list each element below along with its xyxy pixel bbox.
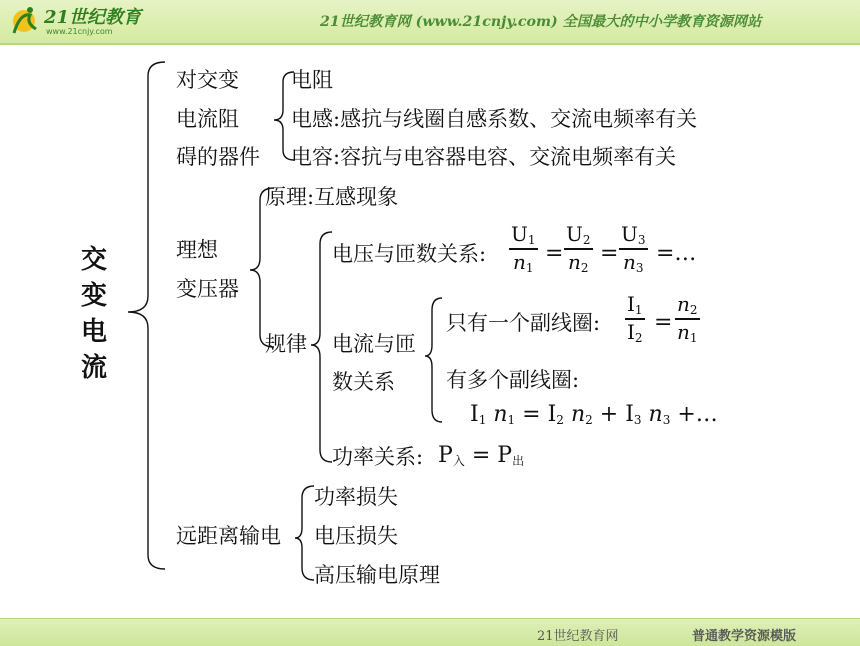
root-char: 流 bbox=[80, 353, 107, 383]
transmission-brace bbox=[295, 486, 314, 580]
equation-ellipsis: =… bbox=[656, 241, 697, 266]
equals-sign: = bbox=[600, 241, 619, 266]
single-secondary-text: 只有一个副线圈: bbox=[446, 311, 601, 335]
fraction-u2-n2: $U_2$ $n_2$ bbox=[566, 222, 591, 275]
current-label: 电流与匝 bbox=[332, 332, 416, 356]
fraction-u3-n3: $U_3$ $n_3$ bbox=[621, 222, 646, 275]
power-equation: $P_入 = P_出$ bbox=[438, 443, 525, 468]
obstruction-item: 电阻 bbox=[291, 68, 333, 92]
transmission-item: 电压损失 bbox=[314, 524, 398, 548]
fraction-n2-n1: $n_2$ $n_1$ bbox=[677, 292, 698, 345]
obstruction-label: 碍的器件 bbox=[176, 145, 260, 169]
root-char: 电 bbox=[80, 317, 107, 347]
principle-text: 原理:互感现象 bbox=[265, 185, 399, 209]
obstruction-item: 电感:感抗与线圈自感系数、交流电频率有关 bbox=[291, 107, 698, 131]
fraction-i1-i2: $I_1$ $I_2$ bbox=[627, 292, 643, 345]
main-brace bbox=[128, 62, 165, 569]
root-char: 交 bbox=[80, 245, 107, 275]
footer-template: 普通教学资源模版 bbox=[692, 629, 797, 644]
law-label: 规律 bbox=[265, 332, 307, 356]
equals-sign: = bbox=[545, 241, 564, 266]
footer-brand: 21世纪教育网 bbox=[537, 629, 619, 644]
footer-bar bbox=[0, 618, 860, 646]
multi-secondary-equation: $I_1$ $n_1 = I_2$ $n_2 + I_3$ $n_3$ +… bbox=[470, 402, 718, 427]
transformer-brace bbox=[250, 188, 274, 347]
current-brace bbox=[425, 298, 442, 422]
transmission-item: 高压输电原理 bbox=[314, 563, 440, 587]
fraction-u1-n1: $U_1$ $n_1$ bbox=[511, 222, 536, 275]
power-label: 功率关系: bbox=[332, 445, 424, 469]
current-label: 数关系 bbox=[332, 370, 395, 394]
equals-sign: = bbox=[654, 310, 673, 335]
logo-brand: 21世纪教育 bbox=[44, 7, 142, 28]
obstruction-label: 电流阻 bbox=[176, 107, 239, 131]
transmission-label: 远距离输电 bbox=[176, 524, 281, 548]
voltage-label: 电压与匝数关系: bbox=[332, 242, 487, 266]
root-char: 变 bbox=[80, 281, 107, 311]
transformer-label: 理想 bbox=[176, 238, 218, 262]
obstruction-item: 电容:容抗与电容器电容、交流电频率有关 bbox=[291, 145, 677, 169]
header-slogan: 21世纪教育网 (www.21cnjy.com) 全国最大的中小学教育资源网站 bbox=[320, 14, 762, 30]
root-topic bbox=[79, 242, 109, 386]
obstruction-label: 对交变 bbox=[176, 68, 239, 92]
logo-url: www.21cnjy.com bbox=[46, 27, 113, 36]
transformer-label: 变压器 bbox=[176, 277, 239, 301]
multi-secondary-text: 有多个副线圈: bbox=[446, 368, 580, 392]
law-brace bbox=[311, 232, 332, 462]
transmission-item: 功率损失 bbox=[314, 485, 398, 509]
